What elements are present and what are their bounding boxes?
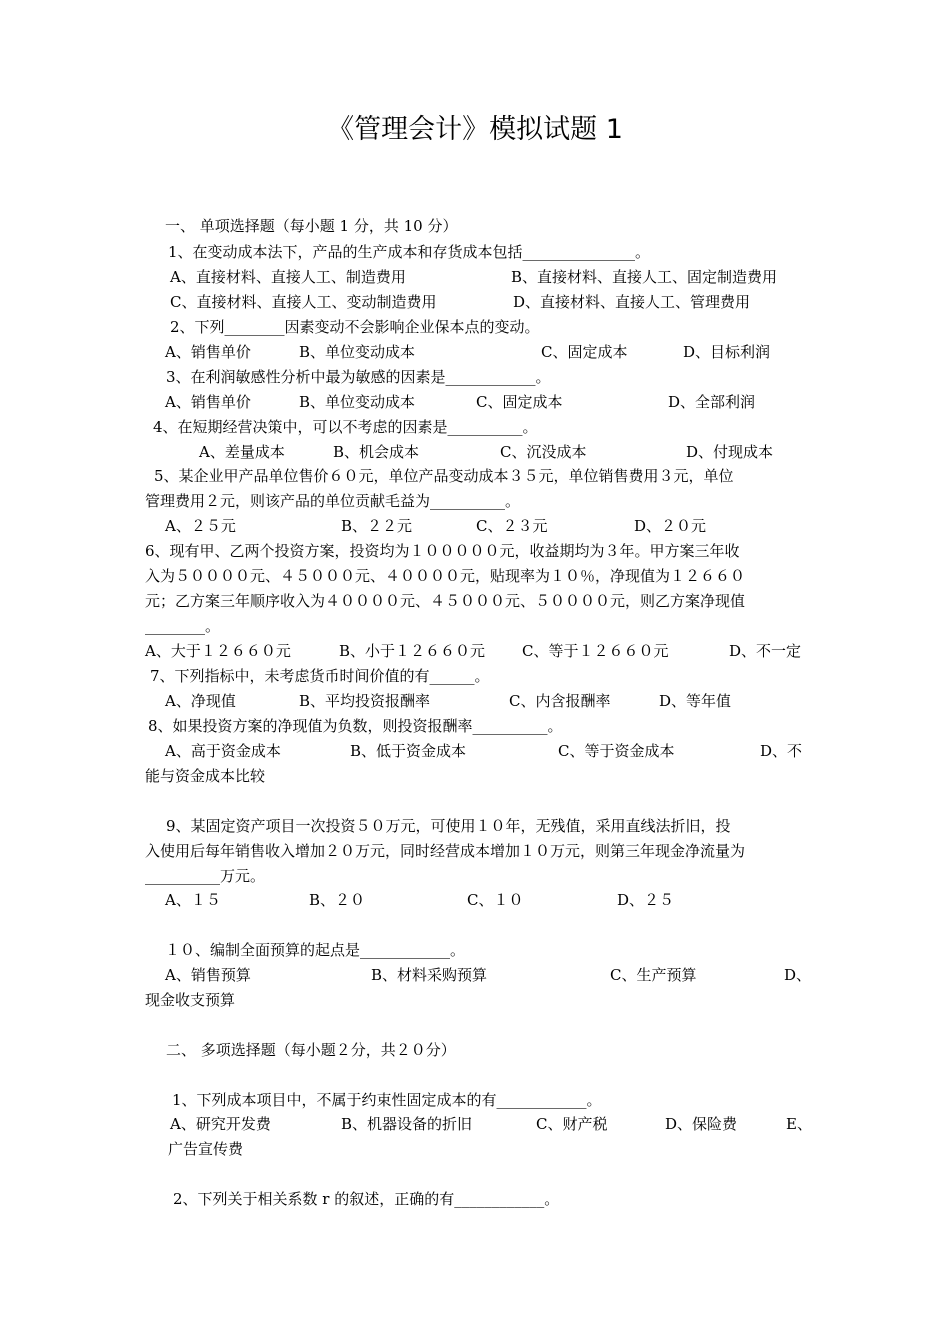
- q7-option-a: A、净现值: [165, 692, 236, 710]
- q5-stem-line2: 管理费用２元，则该产品的单位贡献毛益为__________。: [145, 492, 521, 510]
- exam-title: 《管理会计》模拟试题 1: [327, 114, 623, 145]
- q7-stem: 7、下列指标中，未考虑货币时间价值的有______。: [150, 667, 490, 685]
- section1-heading: 一、 单项选择题（每小题 1 分，共 10 分）: [165, 217, 458, 235]
- q1-option-b: B、直接材料、直接人工、固定制造费用: [511, 268, 778, 286]
- q6-stem-line1: 6、现有甲、乙两个投资方案，投资均为１０００００元，收益期均为３年。甲方案三年收: [145, 542, 740, 560]
- q6-stem-line2: 入为５００００元、４５０００元、４００００元，贴现率为１０％，净现值为１２６６０: [145, 567, 746, 585]
- q2-option-d: D、目标利润: [683, 343, 771, 361]
- q6-stem-line4: ________。: [145, 617, 221, 635]
- q10-option-a: A、销售预算: [165, 966, 251, 984]
- q6-stem-line3: 元；乙方案三年顺序收入为４００００元、４５０００元、５００００元，则乙方案净现值: [145, 592, 746, 610]
- q9-option-b: B、２０: [309, 891, 366, 909]
- q7-option-c: C、内含报酬率: [509, 692, 611, 710]
- q2-option-a: A、销售单价: [165, 343, 251, 361]
- q3-option-b: B、单位变动成本: [299, 393, 416, 411]
- q2-stem: 2、下列________因素变动不会影响企业保本点的变动。: [170, 318, 540, 336]
- q5-option-d: D、２０元: [634, 517, 707, 535]
- s2-q1-option-b: B、机器设备的折旧: [341, 1115, 473, 1133]
- q2-option-b: B、单位变动成本: [299, 343, 416, 361]
- q6-option-c: C、等于１２６６０元: [522, 642, 669, 660]
- q1-option-d: D、直接材料、直接人工、管理费用: [513, 293, 751, 311]
- q4-option-d: D、付现成本: [686, 443, 774, 461]
- s2-q1-option-e-continued: 广告宣传费: [168, 1140, 244, 1158]
- q10-option-d-continued: 现金收支预算: [145, 991, 236, 1009]
- s2-q1-option-c: C、财产税: [536, 1115, 608, 1133]
- q4-option-c: C、沉没成本: [500, 443, 587, 461]
- q4-stem: 4、在短期经营决策中，可以不考虑的因素是__________。: [153, 418, 538, 436]
- q1-option-a: A、直接材料、直接人工、制造费用: [170, 268, 406, 286]
- q9-option-d: D、２５: [617, 891, 675, 909]
- q10-stem: １０、编制全面预算的起点是____________。: [165, 941, 466, 959]
- s2-q1-option-e: E、: [786, 1115, 812, 1133]
- s2-q1-option-d: D、保险费: [665, 1115, 738, 1133]
- q7-option-b: B、平均投资报酬率: [299, 692, 431, 710]
- s2-q2-stem: 2、下列关于相关系数 r 的叙述，正确的有____________。: [173, 1190, 560, 1208]
- q8-option-d: D、不: [760, 742, 803, 760]
- q5-option-a: A、２５元: [165, 517, 236, 535]
- q9-stem-line2: 入使用后每年销售收入增加２０万元，同时经营成本增加１０万元，则第三年现金净流量为: [145, 842, 746, 860]
- q5-option-c: C、２３元: [476, 517, 548, 535]
- q3-option-d: D、全部利润: [668, 393, 756, 411]
- q4-option-b: B、机会成本: [333, 443, 420, 461]
- q8-option-a: A、高于资金成本: [165, 742, 281, 760]
- q6-option-a: A、大于１２６６０元: [145, 642, 291, 660]
- s2-q1-option-a: A、研究开发费: [170, 1115, 271, 1133]
- q8-stem: 8、如果投资方案的净现值为负数，则投资报酬率__________。: [148, 717, 563, 735]
- q7-option-d: D、等年值: [659, 692, 732, 710]
- q4-option-a: A、差量成本: [199, 443, 285, 461]
- q1-stem: 1、在变动成本法下，产品的生产成本和存货成本包括_______________。: [168, 243, 651, 261]
- q3-option-c: C、固定成本: [476, 393, 563, 411]
- q8-option-d-continued: 能与资金成本比较: [145, 767, 266, 785]
- q10-option-d: D、: [784, 966, 812, 984]
- q8-option-b: B、低于资金成本: [350, 742, 467, 760]
- q9-option-c: C、１０: [467, 891, 524, 909]
- q5-option-b: B、２２元: [341, 517, 413, 535]
- section2-heading: 二、 多项选择题（每小题２分，共２０分）: [166, 1041, 456, 1059]
- q10-option-b: B、材料采购预算: [371, 966, 488, 984]
- q9-stem-line1: 9、某固定资产项目一次投资５０万元，可使用１０年，无残值，采用直线法折旧，投: [166, 817, 731, 835]
- q3-stem: 3、在利润敏感性分析中最为敏感的因素是____________。: [166, 368, 551, 386]
- q6-option-d: D、不一定: [729, 642, 802, 660]
- q5-stem-line1: 5、某企业甲产品单位售价６０元，单位产品变动成本３５元，单位销售费用３元，单位: [154, 467, 734, 485]
- s2-q1-stem: 1、下列成本项目中，不属于约束性固定成本的有____________。: [172, 1091, 602, 1109]
- q1-option-c: C、直接材料、直接人工、变动制造费用: [170, 293, 437, 311]
- q6-option-b: B、小于１２６６０元: [339, 642, 486, 660]
- q3-option-a: A、销售单价: [165, 393, 251, 411]
- q9-option-a: A、１５: [165, 891, 221, 909]
- q10-option-c: C、生产预算: [610, 966, 697, 984]
- q9-stem-line3: __________万元。: [145, 867, 266, 885]
- q2-option-c: C、固定成本: [541, 343, 628, 361]
- q8-option-c: C、等于资金成本: [558, 742, 675, 760]
